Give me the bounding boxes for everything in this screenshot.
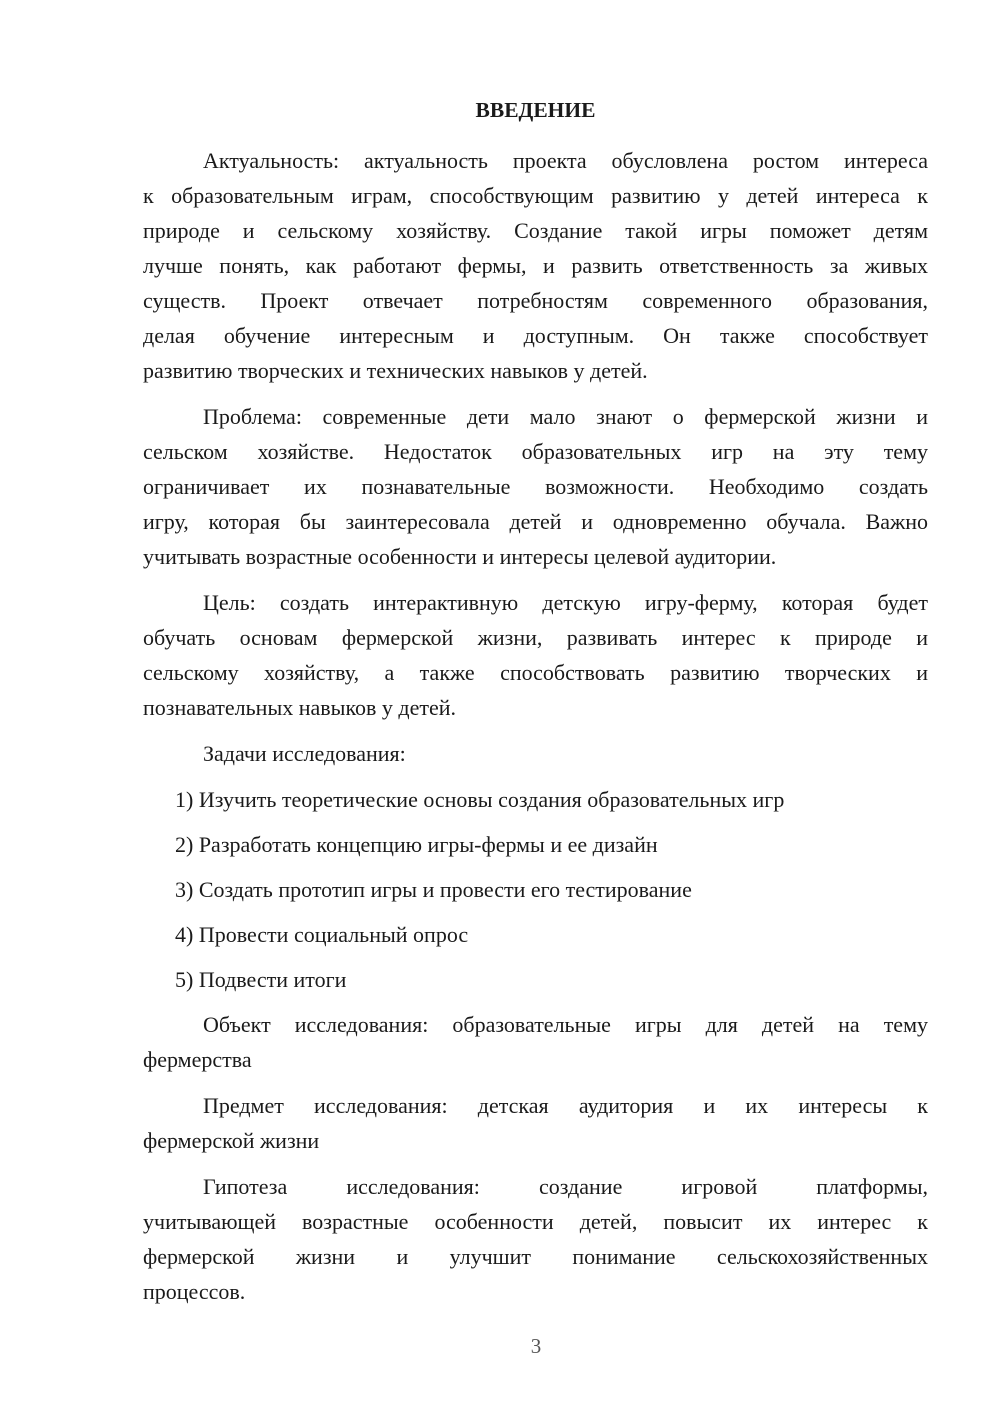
task-item: 3) Создать прототип игры и провести его тестирование	[175, 877, 692, 902]
text-line: познавательных навыков у детей.	[143, 695, 457, 720]
text-line: фермерской жизни	[143, 1128, 320, 1153]
task-item: 4) Провести социальный опрос	[175, 922, 469, 947]
tasks-list	[143, 782, 928, 997]
text-line: развитию творческих и технических навыков у детей.	[143, 358, 648, 383]
problem-paragraph	[143, 399, 928, 574]
text-line: к образовательным играм, способствующим развитию у детей интереса к	[143, 183, 928, 208]
text-line: существ. Проект отвечает потребностям современного образования,	[143, 288, 928, 313]
text-line: обучать основам фермерской жизни, развивать интерес к природе и	[143, 625, 928, 650]
text-line: учитывать возрастные особенности и интересы целевой аудитории.	[143, 544, 777, 569]
text-line: учитывающей возрастные особенности детей, повысит их интерес к	[143, 1209, 928, 1234]
text-line: процессов.	[143, 1279, 246, 1304]
text-line: делая обучение интересным и доступным. Он также способствует	[143, 323, 928, 348]
text-line: Актуальность: актуальность проекта обусловлена ростом интереса	[203, 148, 928, 173]
subject-paragraph	[143, 1088, 928, 1158]
text-line: фермерства	[143, 1047, 252, 1072]
object-paragraph	[143, 1007, 928, 1077]
text-line: Объект исследования: образовательные игры для детей на тему	[203, 1012, 928, 1037]
goal-paragraph	[143, 585, 928, 725]
text-line: ограничивает их познавательные возможности. Необходимо создать	[143, 474, 928, 499]
relevance-paragraph	[143, 143, 928, 388]
text-line: фермерской жизни и улучшит понимание сельскохозяйственных	[143, 1244, 928, 1269]
text-line: Предмет исследования: детская аудитория и их интересы к	[203, 1093, 928, 1118]
page-title: ВВЕДЕНИЕ	[475, 98, 596, 122]
page-number: 3	[530, 1334, 542, 1358]
hypothesis-paragraph	[143, 1169, 928, 1309]
text-line: Цель: создать интерактивную детскую игру-ферму, которая будет	[203, 590, 928, 615]
tasks-heading	[143, 736, 928, 771]
text-line: сельском хозяйстве. Недостаток образовательных игр на эту тему	[143, 439, 928, 464]
text-line: лучше понять, как работают фермы, и развить ответственность за живых	[143, 253, 928, 278]
text-line: Гипотеза исследования: создание игровой платформы,	[203, 1174, 928, 1199]
text-line: игру, которая бы заинтересовала детей и одновременно обучала. Важно	[143, 509, 928, 534]
research-paragraphs	[143, 1007, 928, 1309]
text-line: Проблема: современные дети мало знают о фермерской жизни и	[203, 404, 928, 429]
text-line: Задачи исследования:	[203, 741, 406, 766]
intro-paragraphs	[143, 143, 928, 771]
task-item: 2) Разработать концепцию игры-фермы и ее дизайн	[175, 832, 658, 857]
task-item: 5) Подвести итоги	[175, 967, 347, 992]
text-line: природе и сельскому хозяйству. Создание такой игры поможет детям	[143, 218, 928, 243]
task-item: 1) Изучить теоретические основы создания образовательных игр	[175, 787, 785, 812]
text-line: сельскому хозяйству, а также способствовать развитию творческих и	[143, 660, 928, 685]
document-page	[143, 93, 928, 1320]
